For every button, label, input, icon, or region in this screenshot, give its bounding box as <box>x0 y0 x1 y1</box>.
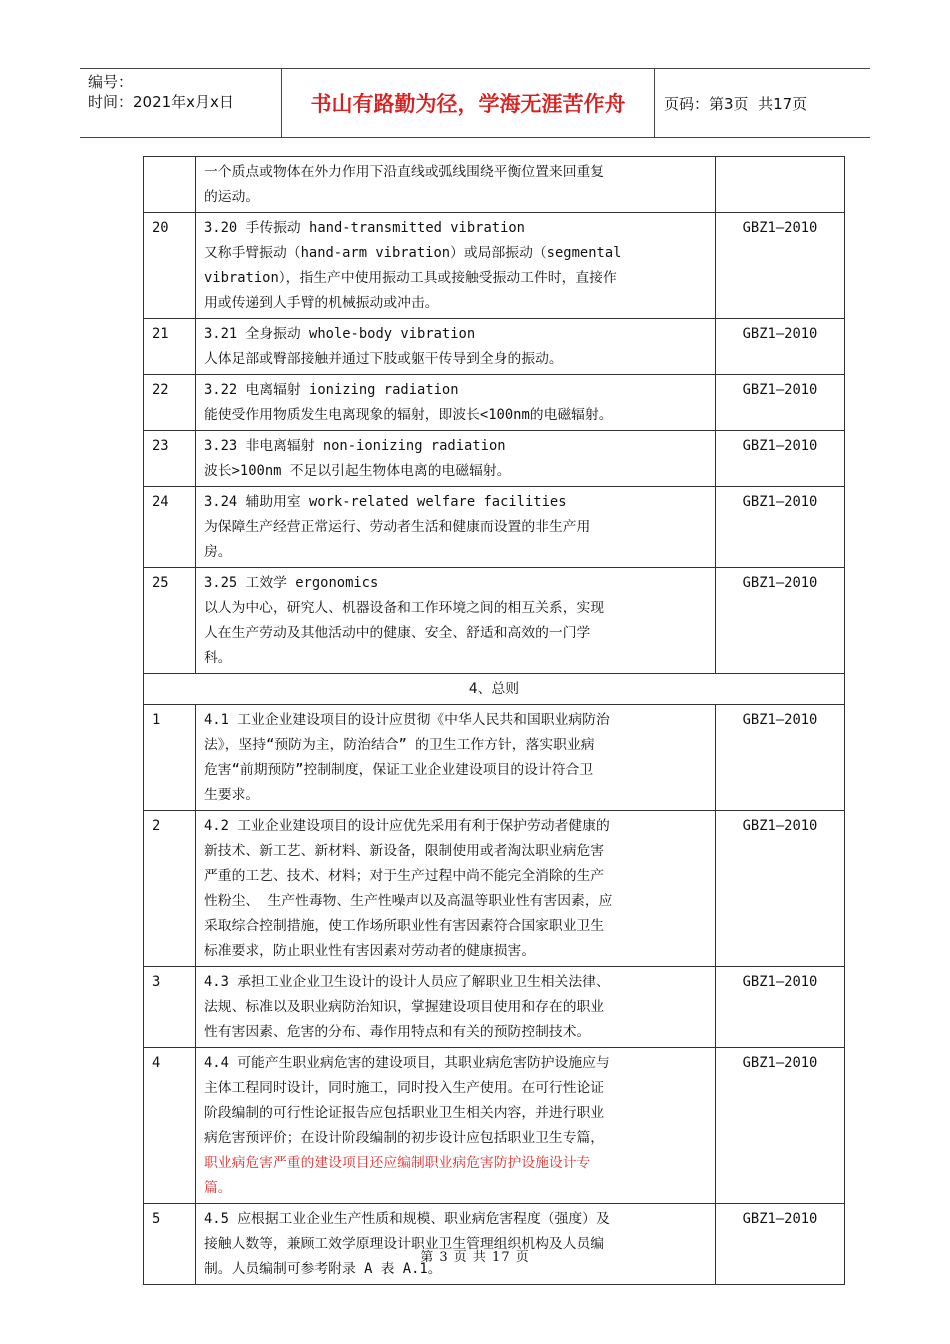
term-title: 3.25 工效学 ergonomics <box>204 575 379 591</box>
text-line: 又称手臂振动（hand-arm vibration）或局部振动（segmental <box>204 245 622 261</box>
number-label: 编号： <box>88 73 134 91</box>
row-number: 5 <box>144 1204 196 1285</box>
row-content <box>196 319 716 375</box>
text-line: 为保障生产经营正常运行、劳动者生活和健康而设置的非生产用 <box>204 519 591 535</box>
term-title: 3.22 电离辐射 ionizing radiation <box>204 382 459 398</box>
text-line: 人体足部或臀部接触并通过下肢或躯干传导到全身的振动。 <box>204 351 563 367</box>
page-footer: 第 3 页 共 17 页 <box>420 1250 530 1265</box>
standard-ref: GBZ1—2010 <box>716 1048 845 1204</box>
text-line: vibration），指生产中使用振动工具或接触受振动工件时，直接作 <box>204 270 617 286</box>
standard-ref: GBZ1—2010 <box>716 1204 845 1285</box>
row-number: 2 <box>144 811 196 967</box>
text-line: 法规、标准以及职业病防治知识，掌握建设项目使用和存在的职业 <box>204 999 605 1015</box>
row-number: 1 <box>144 705 196 811</box>
standards-table <box>143 156 845 1285</box>
text-line: 以人为中心，研究人、机器设备和工作环境之间的相互关系，实现 <box>204 600 605 616</box>
row-content <box>196 213 716 319</box>
text-line: 波长>100nm 不足以引起生物体电离的电磁辐射。 <box>204 463 511 479</box>
row-content <box>196 157 716 213</box>
standard-ref: GBZ1—2010 <box>716 431 845 487</box>
text-line: 制。人员编制可参考附录 A 表 A.1。 <box>204 1261 442 1277</box>
row-content <box>196 705 716 811</box>
section-row <box>144 674 845 705</box>
text-line: 的运动。 <box>204 189 260 205</box>
table-row <box>144 319 845 375</box>
table-body <box>144 157 845 1285</box>
text-line: 法》，坚持“预防为主，防治结合” 的卫生工作方针，落实职业病 <box>204 737 595 753</box>
text-line: 能使受作用物质发生电离现象的辐射，即波长<100nm的电磁辐射。 <box>204 407 613 423</box>
row-content <box>196 431 716 487</box>
standard-ref <box>716 157 845 213</box>
row-number: 23 <box>144 431 196 487</box>
table-row <box>144 487 845 568</box>
term-title: 3.23 非电离辐射 non-ionizing radiation <box>204 438 506 454</box>
row-content <box>196 811 716 967</box>
section-title: 4、总则 <box>144 674 845 705</box>
table-row <box>144 431 845 487</box>
row-content <box>196 1048 716 1204</box>
text-line: 阶段编制的可行性论证报告应包括职业卫生相关内容，并进行职业 <box>204 1105 605 1121</box>
term-title: 3.24 辅助用室 work-related welfare facilities <box>204 494 567 510</box>
row-number: 4 <box>144 1048 196 1204</box>
text-line: 4.5 应根据工业企业生产性质和规模、职业病危害程度（强度）及 <box>204 1211 610 1227</box>
standard-ref: GBZ1—2010 <box>716 319 845 375</box>
table-row <box>144 213 845 319</box>
table-row <box>144 1204 845 1285</box>
text-line: 接触人数等，兼顾工效学原理设计职业卫生管理组织机构及人员编 <box>204 1236 605 1252</box>
row-number: 21 <box>144 319 196 375</box>
table-row <box>144 568 845 674</box>
text-line: 性粉尘、 生产性毒物、生产性噪声以及高温等职业性有害因素，应 <box>204 893 613 909</box>
table-row <box>144 705 845 811</box>
page-label: 页码：第3页 共17页 <box>664 94 808 113</box>
text-line: 病危害预评价；在设计阶段编制的初步设计应包括职业卫生专篇， <box>204 1130 605 1146</box>
standard-ref: GBZ1—2010 <box>716 375 845 431</box>
text-line: 用或传递到人手臂的机械振动或冲击。 <box>204 295 439 311</box>
time-label: 时间：2021年x月x日 <box>88 93 234 111</box>
text-line: 一个质点或物体在外力作用下沿直线或弧线围绕平衡位置来回重复 <box>204 164 605 180</box>
term-title: 3.20 手传振动 hand-transmitted vibration <box>204 220 525 236</box>
text-line: 生要求。 <box>204 787 260 803</box>
term-title: 3.21 全身振动 whole-body vibration <box>204 326 476 342</box>
row-number: 24 <box>144 487 196 568</box>
highlight-line: 职业病危害严重的建设项目还应编制职业病危害防护设施设计专 <box>204 1155 591 1171</box>
row-number: 20 <box>144 213 196 319</box>
table-row <box>144 1048 845 1204</box>
header-page <box>654 69 870 137</box>
table-row <box>144 967 845 1048</box>
text-line: 4.3 承担工业企业卫生设计的设计人员应了解职业卫生相关法律、 <box>204 974 610 990</box>
text-line: 危害“前期预防”控制制度，保证工业企业建设项目的设计符合卫 <box>204 762 594 778</box>
header-motto: 书山有路勤为径，学海无涯苦作舟 <box>282 69 655 137</box>
text-line: 人在生产劳动及其他活动中的健康、安全、舒适和高效的一门学 <box>204 625 591 641</box>
highlight-line: 篇。 <box>204 1180 232 1196</box>
table-row <box>144 375 845 431</box>
row-number: 22 <box>144 375 196 431</box>
standard-ref: GBZ1—2010 <box>716 213 845 319</box>
header-meta <box>80 69 282 137</box>
text-line: 4.1 工业企业建设项目的设计应贯彻《中华人民共和国职业病防治 <box>204 712 610 728</box>
row-content <box>196 375 716 431</box>
standard-ref: GBZ1—2010 <box>716 487 845 568</box>
row-content <box>196 487 716 568</box>
row-content <box>196 967 716 1048</box>
standard-ref: GBZ1—2010 <box>716 811 845 967</box>
table-row <box>144 811 845 967</box>
text-line: 科。 <box>204 650 232 666</box>
text-line: 4.2 工业企业建设项目的设计应优先采用有利于保护劳动者健康的 <box>204 818 610 834</box>
text-line: 4.4 可能产生职业病危害的建设项目，其职业病危害防护设施应与 <box>204 1055 610 1071</box>
standard-ref: GBZ1—2010 <box>716 705 845 811</box>
text-line: 采取综合控制措施，使工作场所职业性有害因素符合国家职业卫生 <box>204 918 605 934</box>
table-row <box>144 157 845 213</box>
row-number: 3 <box>144 967 196 1048</box>
standard-ref: GBZ1—2010 <box>716 967 845 1048</box>
row-number <box>144 157 196 213</box>
text-line: 严重的工艺、技术、材料；对于生产过程中尚不能完全消除的生产 <box>204 868 605 884</box>
row-number: 25 <box>144 568 196 674</box>
row-content <box>196 1204 716 1285</box>
standard-ref: GBZ1—2010 <box>716 568 845 674</box>
text-line: 房。 <box>204 544 232 560</box>
text-line: 主体工程同时设计，同时施工，同时投入生产使用。在可行性论证 <box>204 1080 605 1096</box>
text-line: 性有害因素、危害的分布、毒作用特点和有关的预防控制技术。 <box>204 1024 591 1040</box>
row-content <box>196 568 716 674</box>
text-line: 新技术、新工艺、新材料、新设备，限制使用或者淘汰职业病危害 <box>204 843 605 859</box>
page-header <box>80 68 870 138</box>
text-line: 标准要求，防止职业性有害因素对劳动者的健康损害。 <box>204 943 536 959</box>
